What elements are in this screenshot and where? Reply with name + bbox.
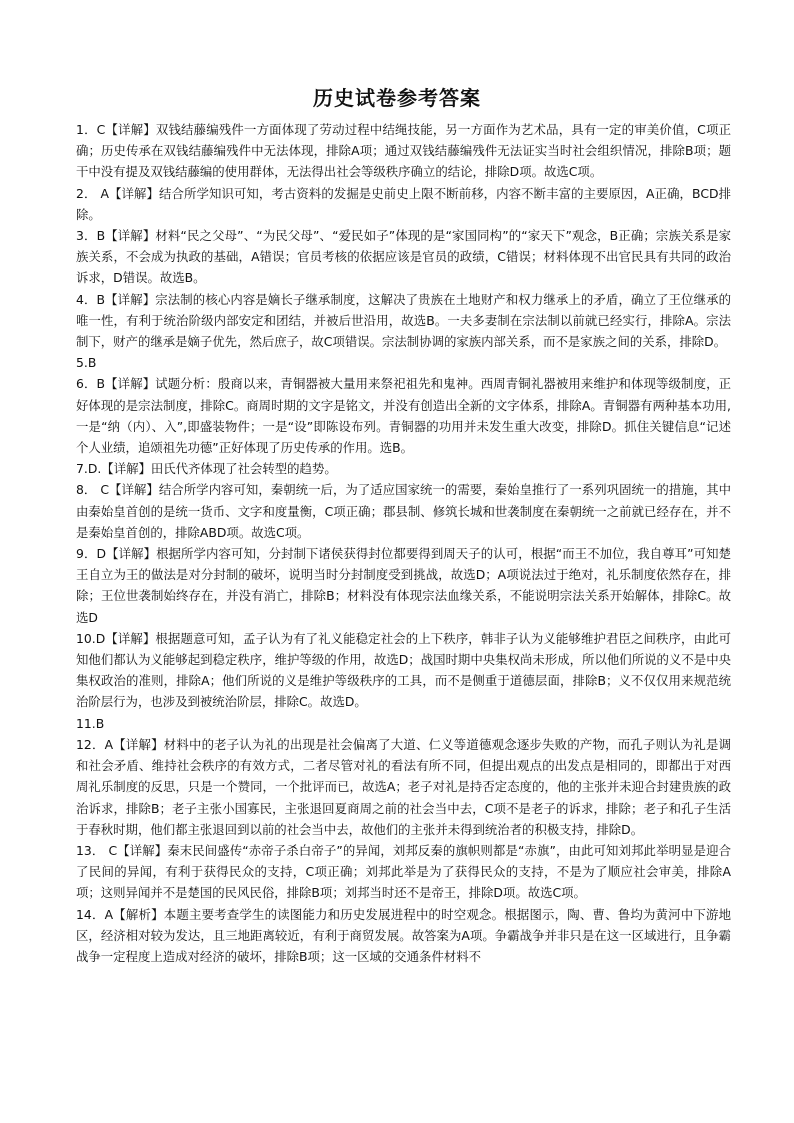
answer-item-13: 13． C【详解】秦末民间盛传“赤帝子杀白帝子”的异闻，刘邦反秦的旗帜则都是“赤旗”，由此可知刘邦此举明显是迎合了民间的异闻，有利于获得民众的支持，C项正确；刘邦此举是为了获得民众的支持，不是为了顺应社会审美，排除A项；这则异闻并不是楚国的民风民俗，排除B项；刘邦当时还不是帝王，排除D项。故选C项。 (76, 842, 731, 901)
answer-item-2: 2． A【详解】结合所学知识可知，考古资料的发掘是史前史上限不断前移，内容不断丰富的主要原因，A正确，BCD排除。 (76, 185, 731, 222)
answer-item-9: 9．D【详解】根据所学内容可知，分封制下诸侯获得封位都要得到周天子的认可，根据“而王不加位，我自尊耳”可知楚王自立为王的做法是对分封制的破坏，说明当时分封制度受到挑战，故选D；A项说法过于绝对，礼乐制度依然存在，排除；王位世袭制始终存在，并没有消亡，排除B；材料没有体现宗法血缘关系，不能说明宗法关系开始解体，排除C。故选D (76, 546, 731, 625)
answer-item-6: 6．B【详解】试题分析：殷商以来，青铜器被大量用来祭祀祖先和鬼神。西周青铜礼器被用来维护和体现等级制度，正好体现的是宗法制度，排除C。商周时期的文字是铭文，并没有创造出全新的文字体系，排除A。青铜器有两种基本功用,一是“纳（内）、入”,即盛装物件；一是“设”即陈设布列。青铜器的功用并未发生重大改变，排除D。抓住关键信息“记述个人业绩，追颂祖先功德”正好体现了历史传承的作用。选B。 (76, 376, 731, 456)
answer-item-1: 1．C【详解】双钱结藤编残件一方面体现了劳动过程中结绳技能，另一方面作为艺术品，具有一定的审美价值，C项正确；历史传承在双钱结藤编残件中无法体现，排除A项；通过双钱结藤编残件无法证实当时社会组织情况，排除B项；题干中没有提及双钱结藤编的使用群体，无法得出社会等级秩序确立的结论，排除D项。故选C项。 (76, 122, 731, 180)
page-title: 历史试卷参考答案 (313, 86, 481, 110)
answer-item-4: 4．B【详解】宗法制的核心内容是嫡长子继承制度，这解决了贵族在土地财产和权力继承上的矛盾，确立了王位继承的唯一性，有利于统治阶级内部安定和团结，并被后世沿用，故选B。一夫多妻制在宗法制以前就已经实行，排除A。宗法制下，财产的继承是嫡子优先，然后庶子，故C项错误。宗法制协调的家族内部关系，而不是家族之间的关系，排除D。 (76, 291, 731, 350)
answer-item-12: 12．A【详解】材料中的老子认为礼的出现是社会偏离了大道、仁义等道德观念逐步失败的产物，而孔子则认为礼是调和社会矛盾、维持社会秩序的有效方式，二者尽管对礼的看法有所不同，但提出观点的出发点是相同的，即都出于对西周礼乐制度的反思，只是一个赞同，一个批评而已，故选A；老子对礼是持否定态度的，他的主张并未迎合封建贵族的政治诉求，排除B；老子主张小国寡民，主张退回夏商周之前的社会当中去，C项不是老子的诉求，排除；老子和孔子生活于春秋时期，他们都主张退回到以前的社会当中去，故他们的主张并未得到统治者的积极支持，排除D。 (76, 736, 731, 837)
answer-item-5: 5.B (76, 355, 97, 371)
answer-item-11: 11.B (76, 715, 105, 731)
answer-item-14: 14．A【解析】本题主要考查学生的读图能力和历史发展进程中的时空观念。根据图示，陶、曹、鲁均为黄河中下游地区，经济相对较为发达，且三地距离较近，有利于商贸发展。故答案为A项。争霸战争并非只是在这一区域进行，且争霸战争一定程度上造成对经济的破坏，排除B项；这一区域的交通条件材料不 (76, 906, 731, 964)
answer-item-3: 3．B【详解】材料“民之父母”、“为民父母”、“爱民如子”体现的是“家国同构”的“家天下”观念，B正确；宗族关系是家族关系，不会成为执政的基础，A错误；官员考核的依据应该是官员的政绩，C错误；材料体现不出官民具有共同的政治诉求，D错误。故选B。 (76, 228, 731, 286)
answer-item-8: 8． C【详解】结合所学内容可知，秦朝统一后，为了适应国家统一的需要，秦始皇推行了一系列巩固统一的措施，其中由秦始皇首创的是统一货币、文字和度量衡，C项正确；郡县制、修筑长城和世袭制度在秦朝统一之前就已经存在，并不是秦始皇首创的，排除ABD项。故选C项。 (76, 482, 731, 540)
answer-item-10: 10.D【详解】根据题意可知，孟子认为有了礼义能稳定社会的上下秩序，韩非子认为义能够维护君臣之间秩序，由此可知他们都认为义能够起到稳定秩序，维护等级的作用，故选D；战国时期中央集权尚未形成，所以他们所说的义不是中央集权政治的准则，排除A；他们所说的义是维护等级秩序的工具，而不是侧重于道德层面，排除B；义不仅仅用来规范统治阶层行为，也涉及到被统治阶层，排除C。故选D。 (76, 630, 731, 710)
answer-item-7: 7.D.【详解】田氏代齐体现了社会转型的趋势。 (76, 461, 337, 477)
answer-list (76, 119, 731, 967)
